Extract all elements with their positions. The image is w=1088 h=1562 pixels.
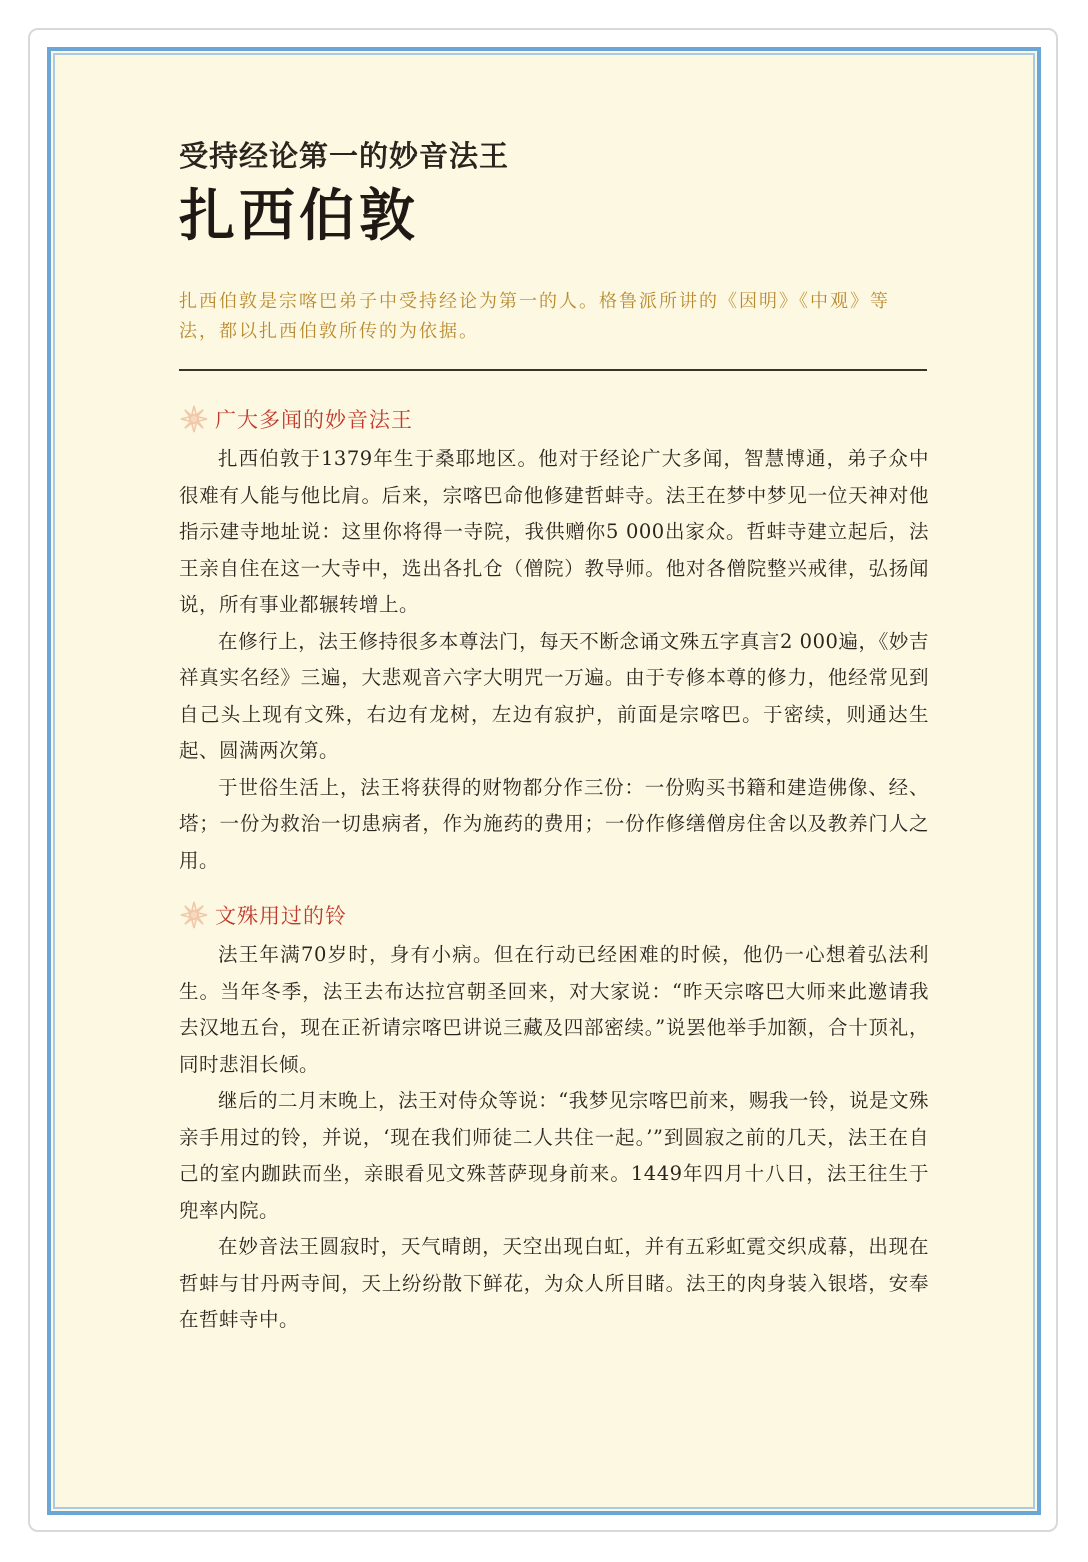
- supertitle: 受持经论第一的妙音法王: [179, 139, 510, 173]
- paragraph: 在妙音法王圆寂时，天气晴朗，天空出现白虹，并有五彩虹霓交织成幕，出现在哲蚌与甘丹两寺间，天上纷纷散下鲜花，为众人所目睹。法王的肉身装入银塔，安奉在哲蚌寺中。: [179, 1235, 929, 1331]
- page-title: 扎西伯敦: [179, 183, 419, 249]
- paragraph: 扎西伯敦于1379年生于桑耶地区。他对于经论广大多闻，智慧博通，弟子众中很难有人能与他比肩。后来，宗喀巴命他修建哲蚌寺。法王在梦中梦见一位天神对他指示建寺地址说：这里你将得一寺院，我供赠你5 000出家众。哲蚌寺建立起后，法王亲自住在这一大寺中，选出各扎仓（僧院）教导师。他对各僧院整兴戒律，弘扬闻说，所有事业都辗转增上。: [179, 447, 929, 616]
- divider: [179, 369, 927, 371]
- book-page: [47, 47, 1041, 1515]
- paragraph: 于世俗生活上，法王将获得的财物都分作三份：一份购买书籍和建造佛像、经、塔；一份为救治一切患病者，作为施药的费用；一份作修缮僧房住舍以及教养门人之用。: [179, 775, 929, 872]
- section-title: 文殊用过的铃: [215, 904, 347, 928]
- intro-text: 扎西伯敦是宗喀巴弟子中受持经论为第一的人。格鲁派所讲的《因明》《中观》等法，都以扎西伯敦所传的为依据。: [179, 291, 890, 342]
- lotus-flower-icon: [179, 404, 209, 434]
- section-heading-1: [179, 401, 929, 437]
- lotus-flower-icon: [179, 900, 209, 930]
- paragraph: 法王年满70岁时，身有小病。但在行动已经困难的时候，他仍一心想着弘法利生。当年冬季，法王去布达拉宫朝圣回来，对大家说：“昨天宗喀巴大师来此邀请我去汉地五台，现在正祈请宗喀巴讲说三藏及四部密续。”说罢他举手加额，合十顶礼，同时悲泪长倾。: [179, 943, 929, 1076]
- section-heading-2: [179, 897, 929, 933]
- paragraph: 在修行上，法王修持很多本尊法门，每天不断念诵文殊五字真言2 000遍，《妙吉祥真实名经》三遍，大悲观音六字大明咒一万遍。由于专修本尊的修力，他经常见到自己头上现有文殊，右边有龙树，左边有寂护，前面是宗喀巴。于密续，则通达生起、圆满两次第。: [179, 629, 929, 762]
- section-title: 广大多闻的妙音法王: [215, 408, 413, 432]
- page-content: [179, 137, 929, 1339]
- paragraph: 继后的二月末晚上，法王对侍众等说：“我梦见宗喀巴前来，赐我一铃，说是文殊亲手用过的铃，并说，‘现在我们师徒二人共住一起。’”到圆寂之前的几天，法王在自己的室内跏趺而坐，亲眼看见文殊菩萨现身前来。1449年四月十八日，法王往生于兜率内院。: [179, 1089, 929, 1222]
